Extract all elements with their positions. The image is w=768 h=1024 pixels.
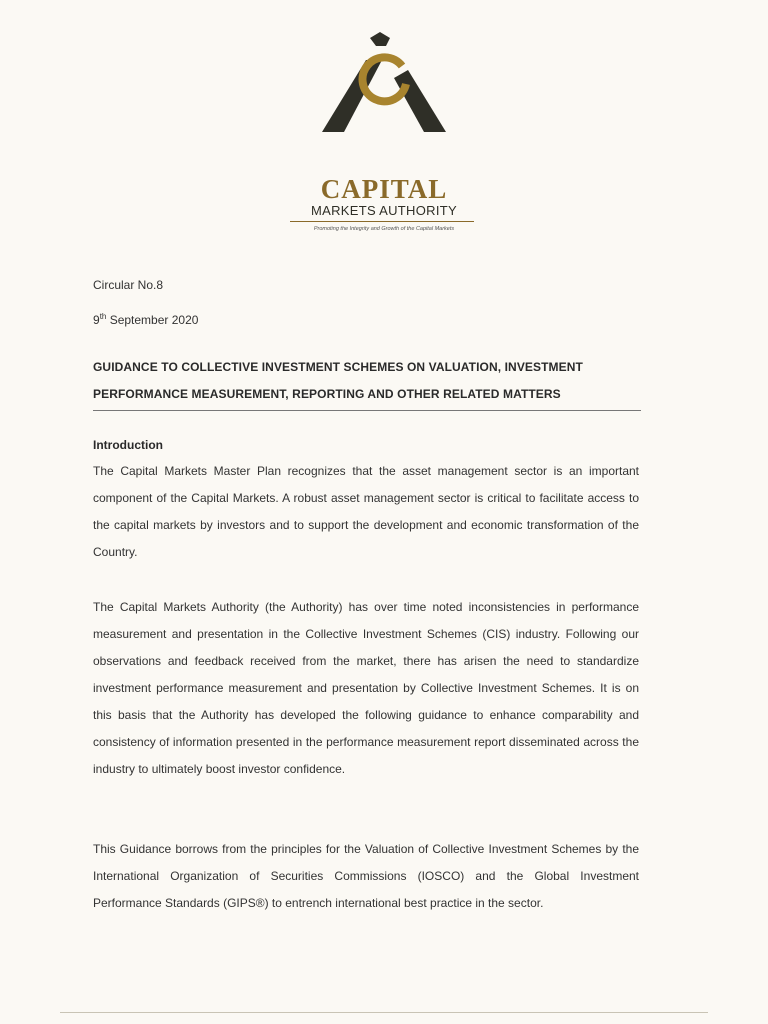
- brand-name-bottom: MARKETS AUTHORITY: [311, 203, 457, 218]
- date-day: 9: [93, 313, 100, 327]
- document-title: GUIDANCE TO COLLECTIVE INVESTMENT SCHEMES ON VALUATION, INVESTMENT PERFORMANCE MEASUREMENT, REPORTING AND OTHER RELATED MATTERS: [93, 360, 583, 401]
- cma-logo: [0, 32, 768, 232]
- circular-date: [93, 312, 639, 327]
- cma-emblem-icon: [314, 32, 454, 142]
- paragraph: The Capital Markets Authority (the Authority) has over time noted inconsistencies in performance measurement and presentation in the Collective Investment Schemes (CIS) industry. Following our observations and feedback received from the market, there has arisen the need to standardize investment performance measurement and presentation by Collective Investment Schemes. It is on this basis that the Authority has developed the following guidance to enhance comparability and consistency of information presented in the performance measurement report disseminated across the industry to ultimately boost investor confidence.: [93, 600, 639, 776]
- brand-name-top: CAPITAL: [320, 174, 448, 204]
- paragraph: This Guidance borrows from the principles for the Valuation of Collective Investment Schemes by the International Organization of Securities Commissions (IOSCO) and the Global Investment Performance Standards (GIPS®) to entrench international best practice in the sector.: [93, 842, 639, 910]
- paragraph: The Capital Markets Master Plan recognizes that the asset management sector is an important component of the Capital Markets. A robust asset management sector is critical to facilitate access to the capital markets by investors and to support the development and economic transformation of the Country.: [93, 464, 639, 559]
- date-suffix: th: [99, 312, 107, 321]
- date-rest: September 2020: [106, 313, 199, 327]
- brand-divider: [290, 221, 474, 222]
- footer-divider: [60, 1012, 708, 1013]
- title-divider: [93, 410, 641, 411]
- section-heading-introduction: Introduction: [93, 438, 163, 452]
- brand-tagline: Promoting the Integrity and Growth of the Capital Markets: [313, 226, 455, 232]
- circular-number: Circular No.8: [93, 278, 164, 292]
